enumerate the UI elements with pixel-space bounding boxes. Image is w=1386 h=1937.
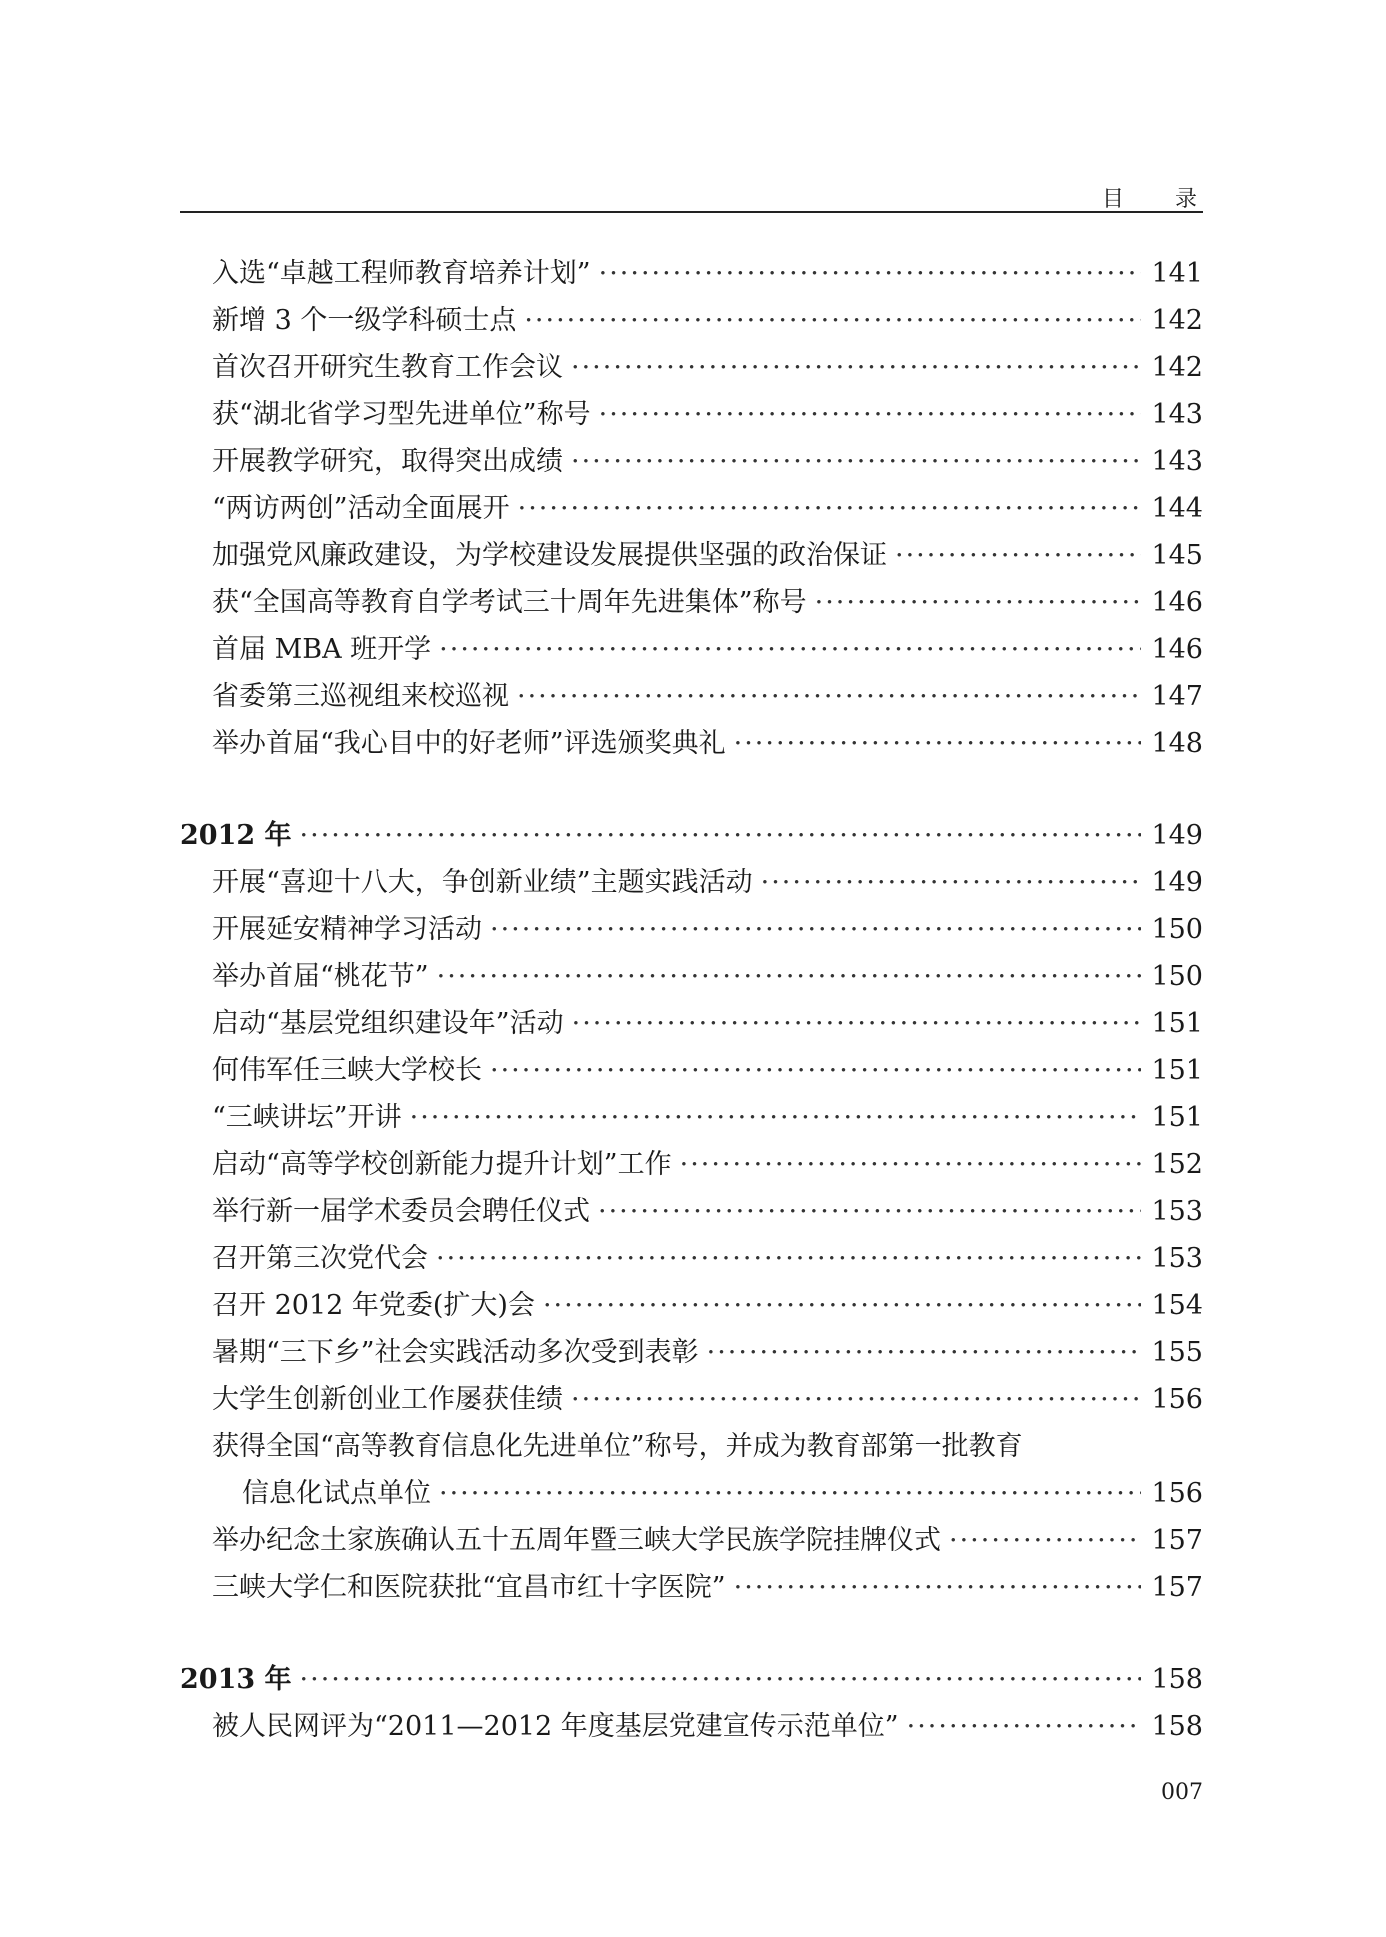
dot-leader [300, 1656, 1142, 1703]
dot-leader [439, 1470, 1141, 1517]
toc-entry-title: 启动“基层党组织建设年”活动 [212, 1008, 564, 1039]
table-of-contents [180, 250, 1203, 1750]
toc-entry-title: 举办首届“我心目中的好老师”评选颁奖典礼 [212, 728, 726, 759]
dot-leader [761, 859, 1142, 906]
dot-leader [439, 626, 1141, 673]
toc-entry-page: 158 [1151, 1664, 1203, 1695]
toc-entry-title: 召开 2012 年党委(扩大)会 [212, 1290, 535, 1321]
toc-entry-page: 146 [1151, 634, 1203, 665]
toc-entry-title: 加强党风廉政建设，为学校建设发展提供坚强的政治保证 [212, 540, 887, 571]
toc-entry-title: “两访两创”活动全面展开 [212, 493, 510, 524]
dot-leader [572, 1000, 1142, 1047]
toc-entry-title: 2013 年 [180, 1664, 292, 1695]
dot-leader [734, 720, 1142, 767]
toc-entry-page: 149 [1151, 867, 1203, 898]
toc-entry[interactable] [180, 673, 1203, 720]
toc-entry[interactable] [180, 953, 1203, 1000]
toc-entry-title: 开展教学研究，取得突出成绩 [212, 446, 563, 477]
toc-entry-page: 158 [1151, 1711, 1203, 1742]
toc-entry-page: 150 [1151, 914, 1203, 945]
toc-entry[interactable] [180, 1047, 1203, 1094]
section-gap [180, 767, 1203, 812]
dot-leader [518, 485, 1142, 532]
toc-entry[interactable] [180, 1703, 1203, 1750]
toc-entry-title: 开展延安精神学习活动 [212, 914, 482, 945]
toc-entry[interactable] [180, 438, 1203, 485]
toc-entry-page: 142 [1151, 305, 1203, 336]
toc-entry[interactable] [180, 1282, 1203, 1329]
toc-entry-page: 151 [1151, 1102, 1203, 1133]
toc-entry[interactable] [180, 859, 1203, 906]
toc-entry[interactable] [180, 626, 1203, 673]
toc-entry-title: 举行新一届学术委员会聘任仪式 [212, 1196, 590, 1227]
dot-leader [680, 1141, 1142, 1188]
section-gap [180, 1611, 1203, 1656]
toc-entry[interactable] [180, 1329, 1203, 1376]
toc-entry[interactable] [180, 906, 1203, 953]
toc-entry-title: 暑期“三下乡”社会实践活动多次受到表彰 [212, 1337, 699, 1368]
toc-entry-page: 150 [1151, 961, 1203, 992]
toc-entry-title: 首次召开研究生教育工作会议 [212, 352, 563, 383]
toc-entry-title: 获“湖北省学习型先进单位”称号 [212, 399, 591, 430]
toc-entry-title: 三峡大学仁和医院获批“宜昌市红十字医院” [212, 1572, 726, 1603]
toc-entry[interactable] [180, 297, 1203, 344]
toc-entry[interactable] [180, 391, 1203, 438]
toc-entry-page: 144 [1151, 493, 1203, 524]
dot-leader [517, 673, 1141, 720]
toc-entry-page: 156 [1151, 1384, 1203, 1415]
toc-entry-page: 142 [1151, 352, 1203, 383]
toc-entry-title: 被人民网评为“2011—2012 年度基层党建宣传示范单位” [212, 1711, 899, 1742]
toc-entry-page: 149 [1151, 820, 1203, 851]
dot-leader [490, 1047, 1141, 1094]
toc-entry-page: 147 [1151, 681, 1203, 712]
toc-entry-page: 154 [1151, 1290, 1203, 1321]
toc-entry-title: 2012 年 [180, 820, 292, 851]
dot-leader [410, 1094, 1142, 1141]
dot-leader [300, 812, 1142, 859]
header-title: 目 录 [1102, 187, 1219, 212]
toc-entry-title: 省委第三巡视组来校巡视 [212, 681, 509, 712]
toc-entry[interactable] [180, 1000, 1203, 1047]
dot-leader [436, 1235, 1141, 1282]
toc-entry[interactable] [180, 1141, 1203, 1188]
toc-entry-title: 开展“喜迎十八大，争创新业绩”主题实践活动 [212, 867, 753, 898]
toc-entry[interactable] [180, 485, 1203, 532]
running-header [180, 170, 1219, 213]
dot-leader [895, 532, 1141, 579]
dot-leader [571, 344, 1141, 391]
toc-entry[interactable] [180, 1094, 1203, 1141]
toc-entry-page: 153 [1151, 1196, 1203, 1227]
dot-leader [490, 906, 1141, 953]
toc-entry[interactable] [180, 1564, 1203, 1611]
toc-entry-page: 153 [1151, 1243, 1203, 1274]
toc-year-heading[interactable] [180, 812, 1203, 859]
toc-entry-page: 148 [1151, 728, 1203, 759]
toc-entry[interactable] [180, 720, 1203, 767]
toc-entry-title: 何伟军任三峡大学校长 [212, 1055, 482, 1086]
toc-entry-page: 152 [1151, 1149, 1203, 1180]
toc-entry-title: 获“全国高等教育自学考试三十周年先进集体”称号 [212, 587, 807, 618]
toc-entry-title: 获得全国“高等教育信息化先进单位”称号，并成为教育部第一批教育 [212, 1431, 1023, 1462]
toc-entry-page: 157 [1151, 1572, 1203, 1603]
dot-leader [571, 1376, 1141, 1423]
dot-leader [949, 1517, 1141, 1564]
dot-leader [599, 250, 1142, 297]
dot-leader [734, 1564, 1142, 1611]
toc-entry-title: 入选“卓越工程师教育培养计划” [212, 258, 591, 289]
dot-leader [598, 1188, 1141, 1235]
dot-leader [524, 297, 1141, 344]
toc-entry-page: 157 [1151, 1525, 1203, 1556]
toc-entry-title: “三峡讲坛”开讲 [212, 1102, 402, 1133]
toc-entry[interactable] [180, 1376, 1203, 1423]
toc-entry-title: 召开第三次党代会 [212, 1243, 428, 1274]
dot-leader [707, 1329, 1142, 1376]
dot-leader [907, 1703, 1142, 1750]
dot-leader [437, 953, 1142, 1000]
toc-entry-title: 新增 3 个一级学科硕士点 [212, 305, 517, 336]
toc-entry[interactable] [180, 1235, 1203, 1282]
toc-entry-title: 大学生创新创业工作屡获佳绩 [212, 1384, 563, 1415]
dot-leader [543, 1282, 1142, 1329]
toc-entry-page: 151 [1151, 1055, 1203, 1086]
toc-entry-page: 151 [1151, 1008, 1203, 1039]
toc-entry-page: 141 [1151, 258, 1203, 289]
toc-entry-page: 143 [1151, 446, 1203, 477]
toc-entry-title: 举办首届“桃花节” [212, 961, 429, 992]
toc-year-heading[interactable] [180, 1656, 1203, 1703]
toc-entry-page: 145 [1151, 540, 1203, 571]
toc-entry-title: 举办纪念土家族确认五十五周年暨三峡大学民族学院挂牌仪式 [212, 1525, 941, 1556]
toc-entry[interactable] [180, 250, 1203, 297]
toc-entry-page: 143 [1151, 399, 1203, 430]
toc-entry[interactable] [180, 579, 1203, 626]
page-number: 007 [1161, 1780, 1203, 1805]
dot-leader [815, 579, 1142, 626]
toc-entry-title: 首届 MBA 班开学 [212, 634, 432, 665]
toc-entry[interactable] [180, 1423, 1203, 1470]
toc-entry-continuation[interactable] [180, 1470, 1203, 1517]
toc-entry-page: 156 [1151, 1478, 1203, 1509]
toc-entry-page: 155 [1151, 1337, 1203, 1368]
toc-entry-title: 启动“高等学校创新能力提升计划”工作 [212, 1149, 672, 1180]
toc-entry[interactable] [180, 1188, 1203, 1235]
toc-entry-page: 146 [1151, 587, 1203, 618]
dot-leader [571, 438, 1141, 485]
toc-entry[interactable] [180, 1517, 1203, 1564]
toc-entry[interactable] [180, 532, 1203, 579]
toc-entry[interactable] [180, 344, 1203, 391]
dot-leader [599, 391, 1142, 438]
toc-entry-title: 信息化试点单位 [242, 1478, 431, 1509]
